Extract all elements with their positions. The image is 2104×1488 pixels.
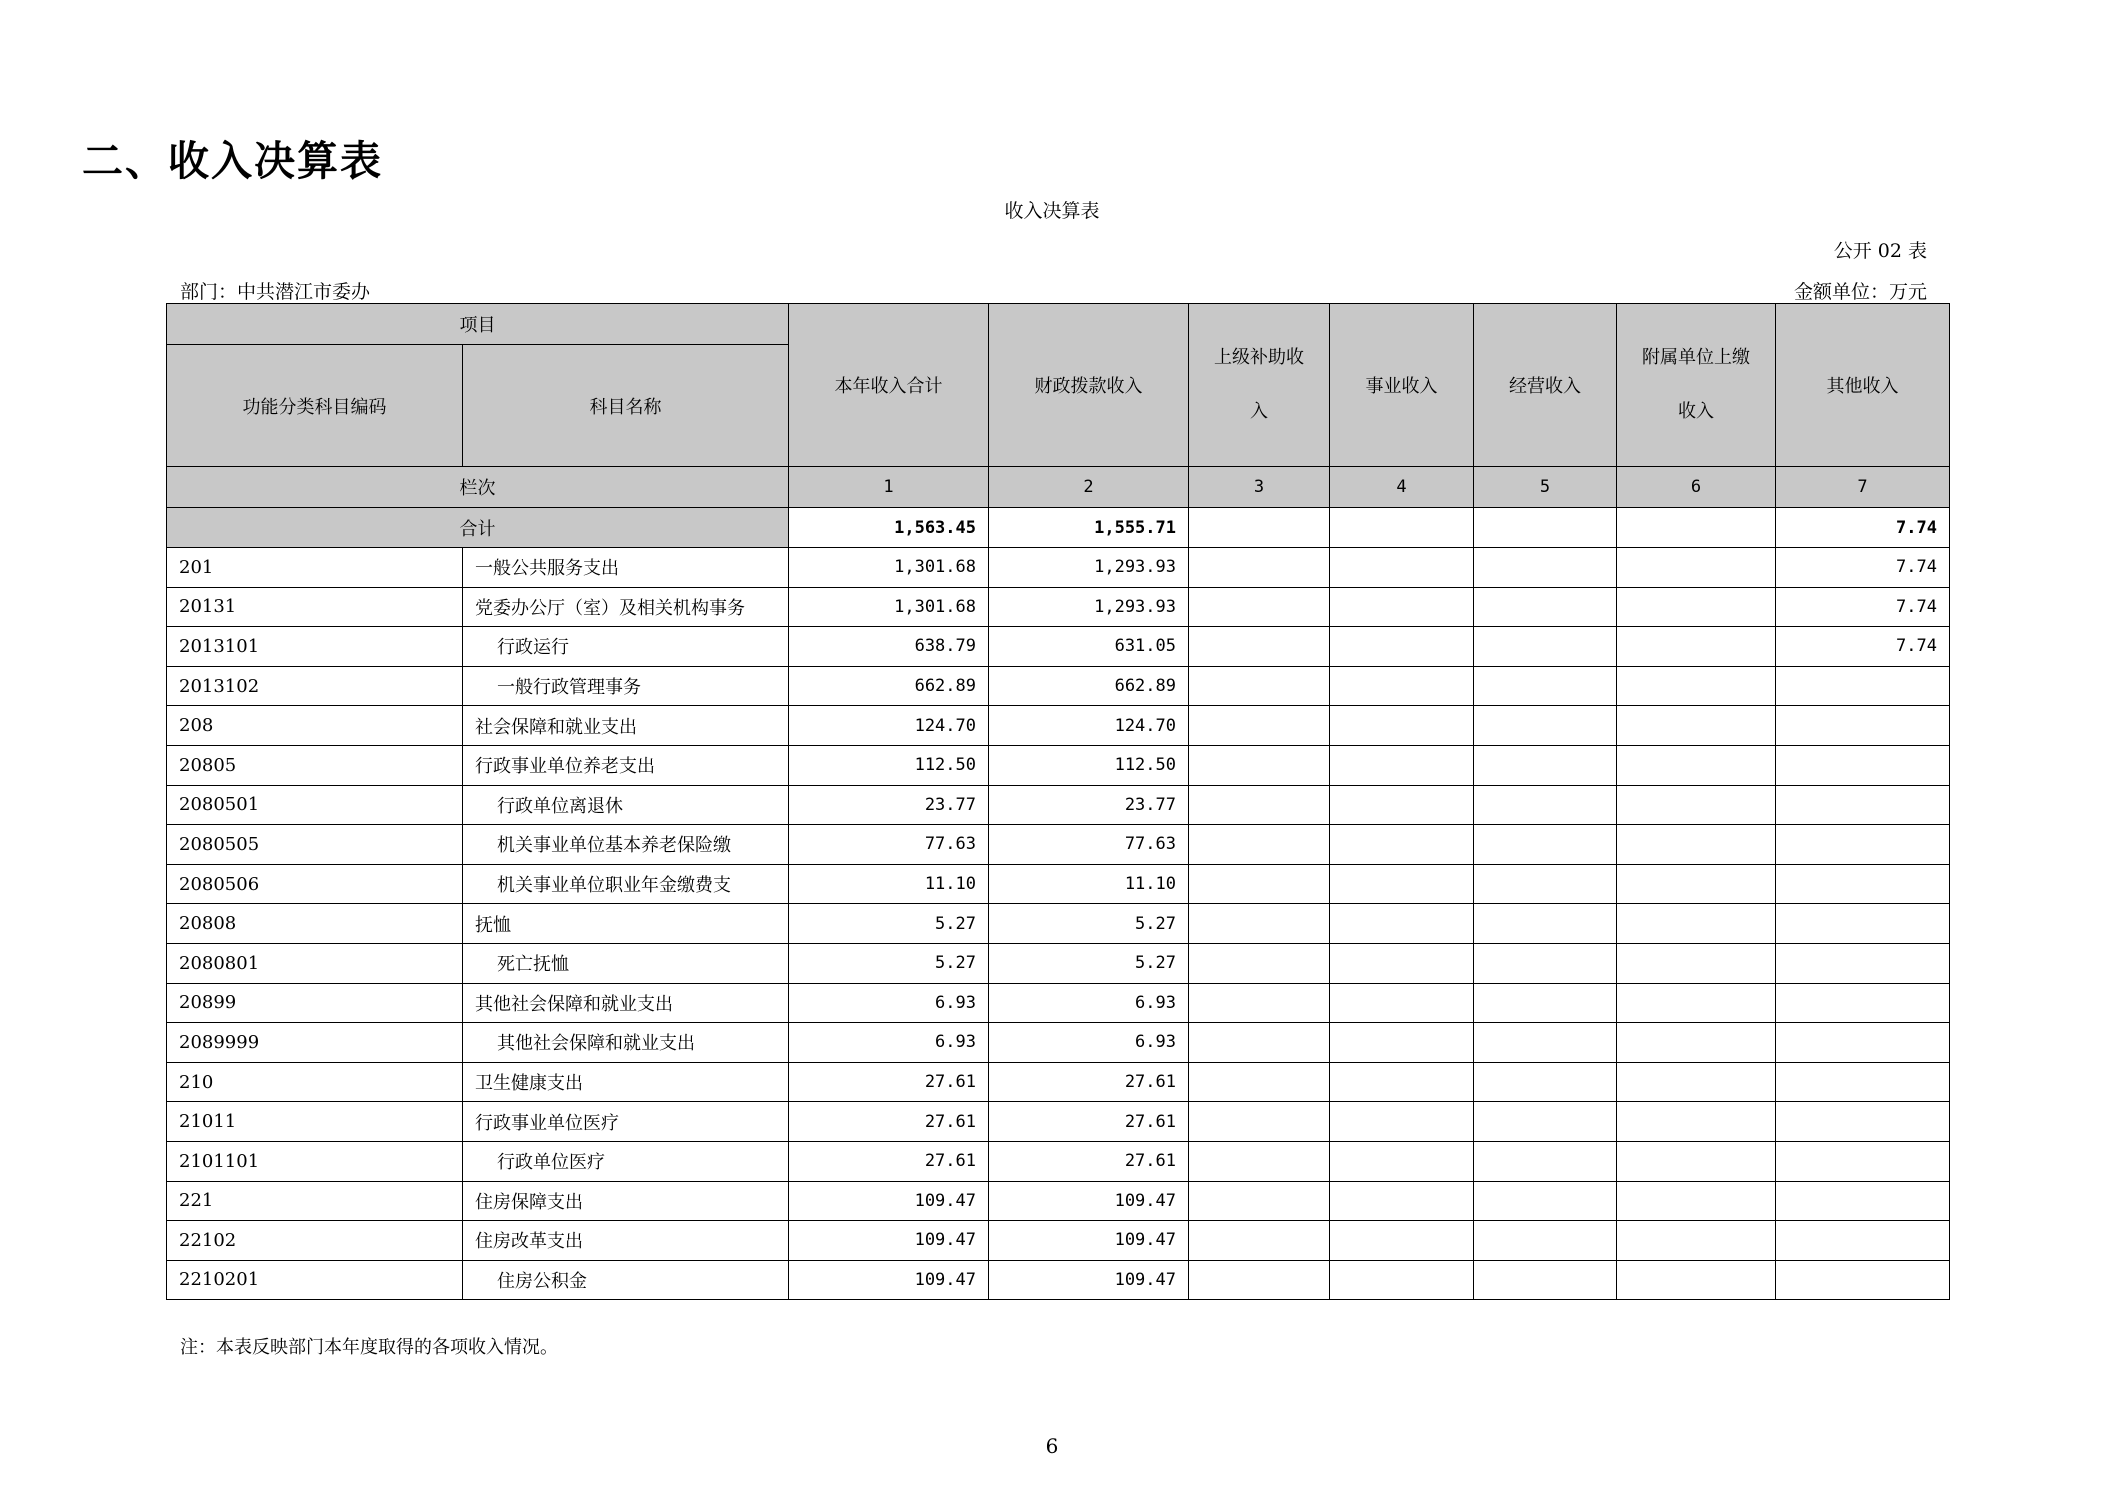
- row-other: [1776, 983, 1950, 1023]
- row-fiscal: 11.10: [989, 864, 1189, 904]
- row-subsidy: [1189, 1221, 1330, 1261]
- row-total: 11.10: [789, 864, 989, 904]
- row-subsidy: [1189, 983, 1330, 1023]
- row-name: 住房改革支出: [463, 1221, 789, 1261]
- row-fiscal: 124.70: [989, 706, 1189, 746]
- row-other: [1776, 785, 1950, 825]
- row-total: 109.47: [789, 1221, 989, 1261]
- table-row: [167, 983, 1950, 1023]
- row-subsidy: [1189, 627, 1330, 667]
- row-name: 一般公共服务支出: [463, 548, 789, 588]
- row-subsidy: [1189, 666, 1330, 706]
- row-business: [1474, 1023, 1617, 1063]
- row-code: 210: [167, 1062, 463, 1102]
- row-affiliate: [1617, 745, 1776, 785]
- header-project: 项目: [167, 304, 789, 345]
- row-fiscal: 77.63: [989, 825, 1189, 865]
- row-career: [1330, 864, 1474, 904]
- row-business: [1474, 1102, 1617, 1142]
- column-index-5: 5: [1474, 467, 1617, 508]
- row-other: [1776, 706, 1950, 746]
- row-business: [1474, 1141, 1617, 1181]
- row-career: [1330, 904, 1474, 944]
- row-total: 1,301.68: [789, 548, 989, 588]
- row-fiscal: 5.27: [989, 943, 1189, 983]
- income-final-accounts-table: [166, 303, 1950, 1300]
- row-other: [1776, 904, 1950, 944]
- row-affiliate: [1617, 1260, 1776, 1300]
- row-business: [1474, 943, 1617, 983]
- row-name: 机关事业单位职业年金缴费支: [463, 864, 789, 904]
- row-affiliate: [1617, 785, 1776, 825]
- row-fiscal: 109.47: [989, 1260, 1189, 1300]
- row-affiliate: [1617, 706, 1776, 746]
- row-code: 201: [167, 548, 463, 588]
- column-index-3: 3: [1189, 467, 1330, 508]
- row-subsidy: [1189, 1023, 1330, 1063]
- header-business-income: 经营收入: [1474, 304, 1617, 467]
- row-total: 638.79: [789, 627, 989, 667]
- row-name: 行政单位离退休: [463, 785, 789, 825]
- row-subsidy: [1189, 1102, 1330, 1142]
- row-career: [1330, 1260, 1474, 1300]
- column-index-7: 7: [1776, 467, 1950, 508]
- row-business: [1474, 1221, 1617, 1261]
- row-other: [1776, 1141, 1950, 1181]
- row-subsidy: [1189, 1062, 1330, 1102]
- row-subsidy: [1189, 943, 1330, 983]
- table-row: [167, 1181, 1950, 1221]
- row-total: 27.61: [789, 1102, 989, 1142]
- table-row: [167, 1102, 1950, 1142]
- row-fiscal: 631.05: [989, 627, 1189, 667]
- row-affiliate: [1617, 1023, 1776, 1063]
- row-subsidy: [1189, 825, 1330, 865]
- table-row: [167, 666, 1950, 706]
- table-row: [167, 825, 1950, 865]
- row-business: [1474, 864, 1617, 904]
- row-career: [1330, 745, 1474, 785]
- header-subsidy-line1: 上级补助收: [1214, 347, 1304, 368]
- page-heading: 二、收入决算表: [82, 137, 383, 185]
- row-code: 20808: [167, 904, 463, 944]
- row-career: [1330, 1221, 1474, 1261]
- row-code: 20899: [167, 983, 463, 1023]
- row-total: 27.61: [789, 1062, 989, 1102]
- row-other: [1776, 666, 1950, 706]
- header-function-code: 功能分类科目编码: [167, 345, 463, 467]
- row-affiliate: [1617, 1181, 1776, 1221]
- amount-unit-label: 金额单位：万元: [1793, 281, 1927, 303]
- row-affiliate: [1617, 627, 1776, 667]
- row-career: [1330, 1181, 1474, 1221]
- table-row: [167, 1062, 1950, 1102]
- form-code: 公开 02 表: [1833, 240, 1927, 262]
- row-code: 2101101: [167, 1141, 463, 1181]
- row-business: [1474, 745, 1617, 785]
- row-other: [1776, 825, 1950, 865]
- row-career: [1330, 587, 1474, 627]
- row-code: 2210201: [167, 1260, 463, 1300]
- table-note: 注：本表反映部门本年度取得的各项收入情况。: [180, 1337, 558, 1358]
- table-row: [167, 587, 1950, 627]
- row-subsidy: [1189, 706, 1330, 746]
- row-total: 1,301.68: [789, 587, 989, 627]
- total-row-fiscal: 1,555.71: [989, 508, 1189, 548]
- row-other: [1776, 1221, 1950, 1261]
- header-career-income: 事业收入: [1330, 304, 1474, 467]
- row-subsidy: [1189, 745, 1330, 785]
- row-career: [1330, 1062, 1474, 1102]
- row-fiscal: 662.89: [989, 666, 1189, 706]
- row-subsidy: [1189, 1260, 1330, 1300]
- row-fiscal: 109.47: [989, 1221, 1189, 1261]
- row-affiliate: [1617, 587, 1776, 627]
- row-affiliate: [1617, 904, 1776, 944]
- row-fiscal: 1,293.93: [989, 548, 1189, 588]
- row-code: 2013102: [167, 666, 463, 706]
- table-row: [167, 745, 1950, 785]
- row-fiscal: 5.27: [989, 904, 1189, 944]
- row-business: [1474, 1062, 1617, 1102]
- header-affiliate-income: [1617, 304, 1776, 467]
- row-code: 21011: [167, 1102, 463, 1142]
- column-index-6: 6: [1617, 467, 1776, 508]
- row-code: 2089999: [167, 1023, 463, 1063]
- row-code: 20805: [167, 745, 463, 785]
- row-subsidy: [1189, 1181, 1330, 1221]
- header-affiliate-line2: 收入: [1678, 401, 1714, 422]
- row-fiscal: 6.93: [989, 1023, 1189, 1063]
- row-fiscal: 23.77: [989, 785, 1189, 825]
- row-affiliate: [1617, 666, 1776, 706]
- total-row-subsidy: [1189, 508, 1330, 548]
- row-fiscal: 112.50: [989, 745, 1189, 785]
- row-fiscal: 6.93: [989, 983, 1189, 1023]
- row-other: [1776, 864, 1950, 904]
- row-career: [1330, 943, 1474, 983]
- row-subsidy: [1189, 785, 1330, 825]
- row-name: 机关事业单位基本养老保险缴: [463, 825, 789, 865]
- row-business: [1474, 706, 1617, 746]
- row-affiliate: [1617, 1221, 1776, 1261]
- total-row-career: [1330, 508, 1474, 548]
- column-index-2: 2: [989, 467, 1189, 508]
- row-total: 124.70: [789, 706, 989, 746]
- row-name: 其他社会保障和就业支出: [463, 1023, 789, 1063]
- table-row: [167, 1221, 1950, 1261]
- row-total: 23.77: [789, 785, 989, 825]
- row-name: 行政事业单位医疗: [463, 1102, 789, 1142]
- row-business: [1474, 1260, 1617, 1300]
- header-fiscal-income: 财政拨款收入: [989, 304, 1189, 467]
- row-code: 2080506: [167, 864, 463, 904]
- row-other: [1776, 745, 1950, 785]
- row-career: [1330, 548, 1474, 588]
- row-other: 7.74: [1776, 548, 1950, 588]
- row-career: [1330, 785, 1474, 825]
- row-other: 7.74: [1776, 627, 1950, 667]
- total-row-business: [1474, 508, 1617, 548]
- row-other: [1776, 1062, 1950, 1102]
- table-title: 收入决算表: [1004, 200, 1100, 222]
- table-row: [167, 1023, 1950, 1063]
- row-business: [1474, 825, 1617, 865]
- header-affiliate-line1: 附属单位上缴: [1642, 347, 1750, 368]
- row-other: [1776, 1181, 1950, 1221]
- row-name: 行政事业单位养老支出: [463, 745, 789, 785]
- row-subsidy: [1189, 1141, 1330, 1181]
- row-business: [1474, 785, 1617, 825]
- row-business: [1474, 904, 1617, 944]
- header-subsidy-line2: 入: [1250, 401, 1268, 422]
- row-career: [1330, 1141, 1474, 1181]
- table-row: [167, 706, 1950, 746]
- row-career: [1330, 627, 1474, 667]
- column-index-1: 1: [789, 467, 989, 508]
- row-career: [1330, 1102, 1474, 1142]
- table-row: [167, 943, 1950, 983]
- row-name: 一般行政管理事务: [463, 666, 789, 706]
- row-other: 7.74: [1776, 587, 1950, 627]
- row-code: 2080801: [167, 943, 463, 983]
- row-total: 27.61: [789, 1141, 989, 1181]
- row-affiliate: [1617, 864, 1776, 904]
- table-row: [167, 1260, 1950, 1300]
- row-career: [1330, 983, 1474, 1023]
- row-subsidy: [1189, 548, 1330, 588]
- row-business: [1474, 627, 1617, 667]
- row-name: 其他社会保障和就业支出: [463, 983, 789, 1023]
- row-fiscal: 1,293.93: [989, 587, 1189, 627]
- header-subject-name: 科目名称: [463, 345, 789, 467]
- table-row: [167, 864, 1950, 904]
- row-business: [1474, 983, 1617, 1023]
- total-row-affiliate: [1617, 508, 1776, 548]
- row-code: 2080501: [167, 785, 463, 825]
- row-subsidy: [1189, 587, 1330, 627]
- row-name: 抚恤: [463, 904, 789, 944]
- table-row: [167, 627, 1950, 667]
- row-subsidy: [1189, 864, 1330, 904]
- header-subsidy-income: [1189, 304, 1330, 467]
- row-code: 22102: [167, 1221, 463, 1261]
- row-name: 住房公积金: [463, 1260, 789, 1300]
- row-business: [1474, 548, 1617, 588]
- row-total: 662.89: [789, 666, 989, 706]
- row-affiliate: [1617, 548, 1776, 588]
- row-affiliate: [1617, 983, 1776, 1023]
- row-other: [1776, 1102, 1950, 1142]
- header-other-income: 其他收入: [1776, 304, 1950, 467]
- header-total-income: 本年收入合计: [789, 304, 989, 467]
- row-name: 行政运行: [463, 627, 789, 667]
- page-number: 6: [1045, 1434, 1059, 1458]
- table-row: [167, 904, 1950, 944]
- column-index-4: 4: [1330, 467, 1474, 508]
- total-row-other: 7.74: [1776, 508, 1950, 548]
- row-total: 112.50: [789, 745, 989, 785]
- row-total: 109.47: [789, 1260, 989, 1300]
- row-name: 社会保障和就业支出: [463, 706, 789, 746]
- row-code: 208: [167, 706, 463, 746]
- row-business: [1474, 1181, 1617, 1221]
- row-affiliate: [1617, 825, 1776, 865]
- row-code: 221: [167, 1181, 463, 1221]
- row-business: [1474, 587, 1617, 627]
- row-career: [1330, 706, 1474, 746]
- row-affiliate: [1617, 1102, 1776, 1142]
- row-name: 行政单位医疗: [463, 1141, 789, 1181]
- row-fiscal: 27.61: [989, 1062, 1189, 1102]
- row-total: 6.93: [789, 1023, 989, 1063]
- row-subsidy: [1189, 904, 1330, 944]
- total-row-total: 1,563.45: [789, 508, 989, 548]
- row-affiliate: [1617, 943, 1776, 983]
- row-name: 住房保障支出: [463, 1181, 789, 1221]
- row-total: 77.63: [789, 825, 989, 865]
- row-fiscal: 27.61: [989, 1102, 1189, 1142]
- row-fiscal: 109.47: [989, 1181, 1189, 1221]
- row-total: 109.47: [789, 1181, 989, 1221]
- row-affiliate: [1617, 1062, 1776, 1102]
- row-code: 2013101: [167, 627, 463, 667]
- row-total: 6.93: [789, 983, 989, 1023]
- row-affiliate: [1617, 1141, 1776, 1181]
- row-name: 卫生健康支出: [463, 1062, 789, 1102]
- row-code: 2080505: [167, 825, 463, 865]
- table-row: [167, 785, 1950, 825]
- department-label: 部门：中共潜江市委办: [180, 281, 371, 303]
- row-career: [1330, 825, 1474, 865]
- row-other: [1776, 1023, 1950, 1063]
- row-name: 党委办公厅（室）及相关机构事务: [463, 587, 789, 627]
- row-career: [1330, 666, 1474, 706]
- row-career: [1330, 1023, 1474, 1063]
- row-total: 5.27: [789, 904, 989, 944]
- row-fiscal: 27.61: [989, 1141, 1189, 1181]
- row-total: 5.27: [789, 943, 989, 983]
- row-name: 死亡抚恤: [463, 943, 789, 983]
- row-other: [1776, 1260, 1950, 1300]
- row-business: [1474, 666, 1617, 706]
- table-row: [167, 548, 1950, 588]
- header-column-index-label: 栏次: [167, 467, 789, 508]
- row-code: 20131: [167, 587, 463, 627]
- total-row-label: 合计: [167, 508, 789, 548]
- row-other: [1776, 943, 1950, 983]
- table-row: [167, 1141, 1950, 1181]
